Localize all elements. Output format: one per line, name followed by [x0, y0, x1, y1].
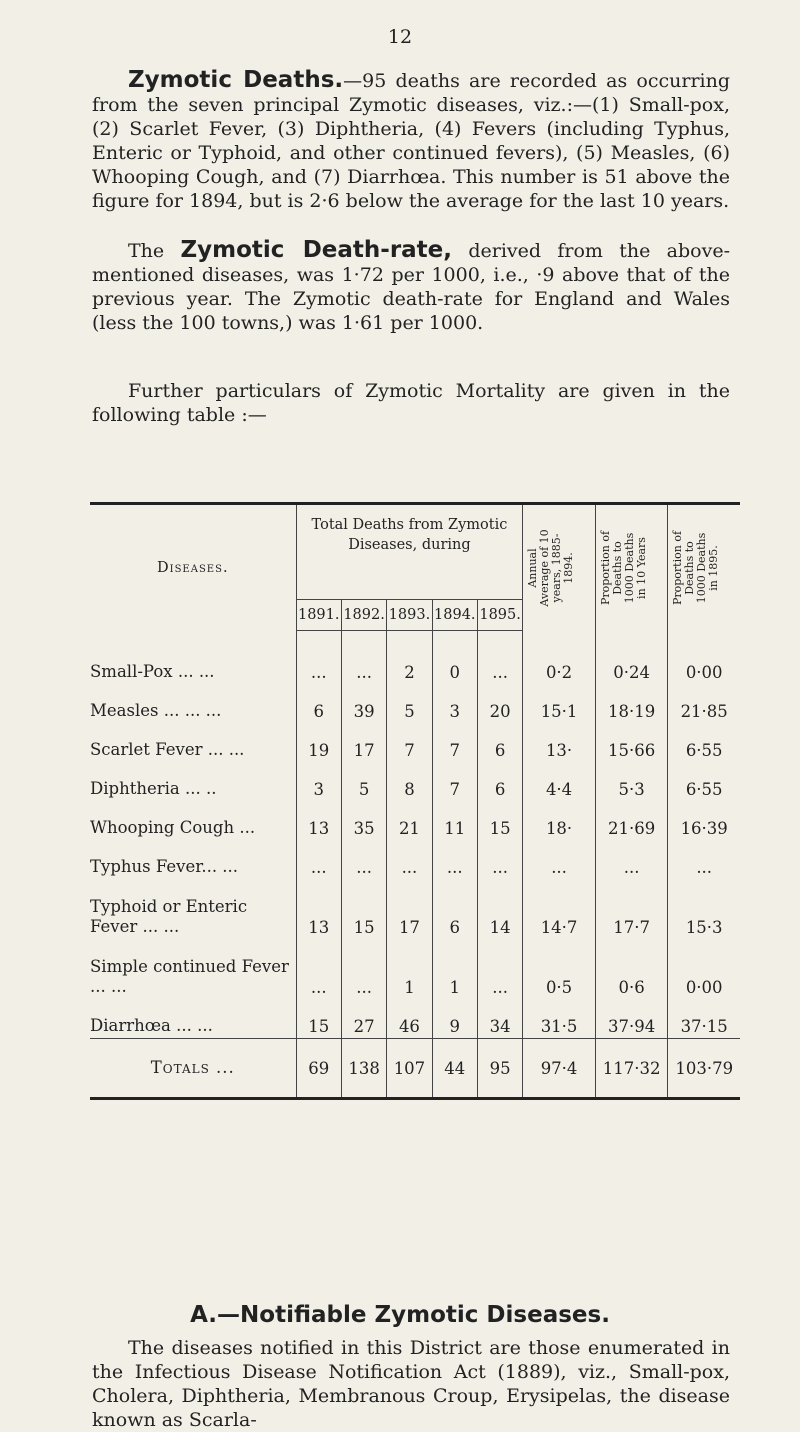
table-cell: ... — [523, 840, 596, 879]
table-cell: 6 — [477, 762, 522, 801]
table-cell: 37·94 — [595, 999, 668, 1039]
table-cell: 9 — [432, 999, 477, 1039]
table-header-row — [90, 504, 740, 600]
table-cell: ... — [477, 840, 522, 879]
table-row — [90, 801, 740, 840]
death-rate-text: derived from the above-mentioned diseases, was 1·72 per 1000, i.e., ·9 above that of the previous year. The Zymotic death-rate for England and Wales (less the 100 towns,) was 1·61 per 1000. — [92, 240, 730, 334]
year-header: 1894. — [432, 600, 477, 631]
disease-name: Scarlet Fever ... ... — [90, 740, 245, 759]
table-body — [90, 645, 740, 1039]
table-row — [90, 879, 740, 939]
table-cell: 7 — [387, 723, 432, 762]
table-cell: 0 — [432, 645, 477, 684]
proportion-1895-header — [668, 504, 740, 631]
table-cell: 95 — [477, 1039, 522, 1099]
table-cell: 138 — [341, 1039, 386, 1099]
table-cell: 16·39 — [668, 801, 740, 840]
table-cell: 34 — [477, 999, 522, 1039]
table-cell: 13 — [296, 801, 341, 840]
table-cell: 4·4 — [523, 762, 596, 801]
table-cell: 6·55 — [668, 762, 740, 801]
disease-name: Whooping Cough ... — [90, 818, 256, 837]
table-cell: 21·85 — [668, 684, 740, 723]
disease-name: Diarrhœa ... ... — [90, 1016, 213, 1035]
table-cell: 15·3 — [668, 879, 740, 939]
table-cell: ... — [296, 939, 341, 999]
table-cell: 17 — [387, 879, 432, 939]
table-cell: 5 — [341, 762, 386, 801]
table-cell: 103·79 — [668, 1039, 740, 1099]
table-cell: 0·2 — [523, 645, 596, 684]
table-cell: 15·1 — [523, 684, 596, 723]
table-cell: ... — [341, 840, 386, 879]
table-cell: 2 — [387, 645, 432, 684]
table-cell: 17 — [341, 723, 386, 762]
table-cell: 17·7 — [595, 879, 668, 939]
table-cell: 35 — [341, 801, 386, 840]
table-row — [90, 999, 740, 1039]
table-cell: 11 — [432, 801, 477, 840]
table-cell: ... — [668, 840, 740, 879]
table-cell: 0·5 — [523, 939, 596, 999]
table-row — [90, 939, 740, 999]
table-cell: 6 — [477, 723, 522, 762]
table-cell: 6 — [432, 879, 477, 939]
table-cell: ... — [341, 645, 386, 684]
table-cell: ... — [387, 840, 432, 879]
death-rate-pre: The — [128, 240, 165, 262]
table-cell: 0·00 — [668, 939, 740, 999]
table-cell: 3 — [296, 762, 341, 801]
table-row — [90, 840, 740, 879]
year-header: 1891. — [296, 600, 341, 631]
table-cell: 18·19 — [595, 684, 668, 723]
disease-name: Typhus Fever... ... — [90, 857, 239, 876]
table-cell: 5 — [387, 684, 432, 723]
further-particulars: Further particulars of Zymotic Mortality are given in the following table :— — [92, 380, 730, 426]
table-cell: 7 — [432, 762, 477, 801]
table-cell: ... — [296, 840, 341, 879]
table-row — [90, 762, 740, 801]
table-cell: 20 — [477, 684, 522, 723]
table-cell: 117·32 — [595, 1039, 668, 1099]
table-cell: 8 — [387, 762, 432, 801]
table-cell: 15·66 — [595, 723, 668, 762]
disease-name: Small-Pox ... ... — [90, 662, 215, 681]
table-row — [90, 645, 740, 684]
annual-average-header-text: Annual Average of 10 years, 1885-1894. — [526, 529, 576, 607]
table-cell: 18· — [523, 801, 596, 840]
totals-label: Totals ... — [90, 1039, 296, 1099]
table-cell: 19 — [296, 723, 341, 762]
totals-row — [90, 1039, 740, 1099]
zymotic-deaths-heading: Zymotic Deaths. — [128, 67, 344, 93]
proportion-10-years-header — [595, 504, 668, 631]
notifiable-heading: A.—Notifiable Zymotic Diseases. — [190, 1302, 610, 1328]
year-header: 1893. — [387, 600, 432, 631]
total-deaths-header: Total Deaths from Zymotic Diseases, during — [296, 504, 523, 600]
table-cell: 37·15 — [668, 999, 740, 1039]
disease-name: Diphtheria ... .. — [90, 779, 217, 798]
table-row — [90, 723, 740, 762]
death-rate-heading: Zymotic Death-rate, — [180, 237, 453, 263]
table-cell: 31·5 — [523, 999, 596, 1039]
table-cell: ... — [296, 645, 341, 684]
table-cell: 0·24 — [595, 645, 668, 684]
table-cell: 15 — [477, 801, 522, 840]
table-cell: 1 — [387, 939, 432, 999]
table-cell: 69 — [296, 1039, 341, 1099]
table-cell: 97·4 — [523, 1039, 596, 1099]
disease-name: Simple continued Fever ... ... — [90, 957, 289, 996]
table-cell: ... — [477, 645, 522, 684]
diseases-header: Diseases. — [157, 559, 229, 576]
zymotic-deaths-text: —95 deaths are recorded as occurring from the seven principal Zymotic diseases, viz.:—(1) Small-pox, (2) Scarlet Fever, (3) Diphtheria, (4) Fevers (including Typhus, Enteric or Typhoid, and other continued fevers), (5) Measles, (6) Whooping Cough, and (7) Diarrhœa. This number is 51 above the figure for 1894, but is 2·6 below the average for the last 10 years. — [92, 70, 731, 212]
table-cell: ... — [477, 939, 522, 999]
table-cell: 21 — [387, 801, 432, 840]
table-cell: ... — [432, 840, 477, 879]
notifiable-paragraph: The diseases notified in this District are those enumerated in the Infectious Disease Notification Act (1889), viz., Small-pox, Cholera, Diphtheria, Membranous Croup, Erysipelas, the disease known as Scarla- — [92, 1337, 730, 1431]
disease-name: Measles ... ... ... — [90, 701, 222, 720]
year-header: 1892. — [341, 600, 386, 631]
proportion-10-years-header-text: Proportion of Deaths to 1000 Deaths in 10 Years — [598, 530, 648, 605]
table-cell: 14·7 — [523, 879, 596, 939]
table-cell: 27 — [341, 999, 386, 1039]
table-cell: ... — [341, 939, 386, 999]
table-cell: 3 — [432, 684, 477, 723]
disease-name: Typhoid or Enteric Fever ... ... — [90, 897, 248, 936]
table-cell: 13· — [523, 723, 596, 762]
table-cell: ... — [595, 840, 668, 879]
death-rate-paragraph — [92, 238, 730, 335]
section-heading — [0, 1302, 800, 1328]
table-cell: 39 — [341, 684, 386, 723]
zymotic-mortality-table — [90, 502, 740, 1100]
table-cell: 14 — [477, 879, 522, 939]
page-number: 12 — [387, 26, 413, 48]
table-cell: 0·00 — [668, 645, 740, 684]
table-row — [90, 684, 740, 723]
table-cell: 44 — [432, 1039, 477, 1099]
table-cell: 1 — [432, 939, 477, 999]
table-cell: 107 — [387, 1039, 432, 1099]
table-cell: 15 — [341, 879, 386, 939]
table-cell: 6·55 — [668, 723, 740, 762]
year-header: 1895. — [477, 600, 522, 631]
zymotic-deaths-paragraph — [92, 68, 730, 213]
table-cell: 6 — [296, 684, 341, 723]
table-cell: 46 — [387, 999, 432, 1039]
table-cell: 13 — [296, 879, 341, 939]
table-cell: 7 — [432, 723, 477, 762]
table-cell: 21·69 — [595, 801, 668, 840]
annual-average-header — [523, 504, 596, 631]
proportion-1895-header-text: Proportion of Deaths to 1000 Deaths in 1895. — [671, 530, 721, 605]
table-cell: 5·3 — [595, 762, 668, 801]
table-cell: 15 — [296, 999, 341, 1039]
table-cell: 0·6 — [595, 939, 668, 999]
